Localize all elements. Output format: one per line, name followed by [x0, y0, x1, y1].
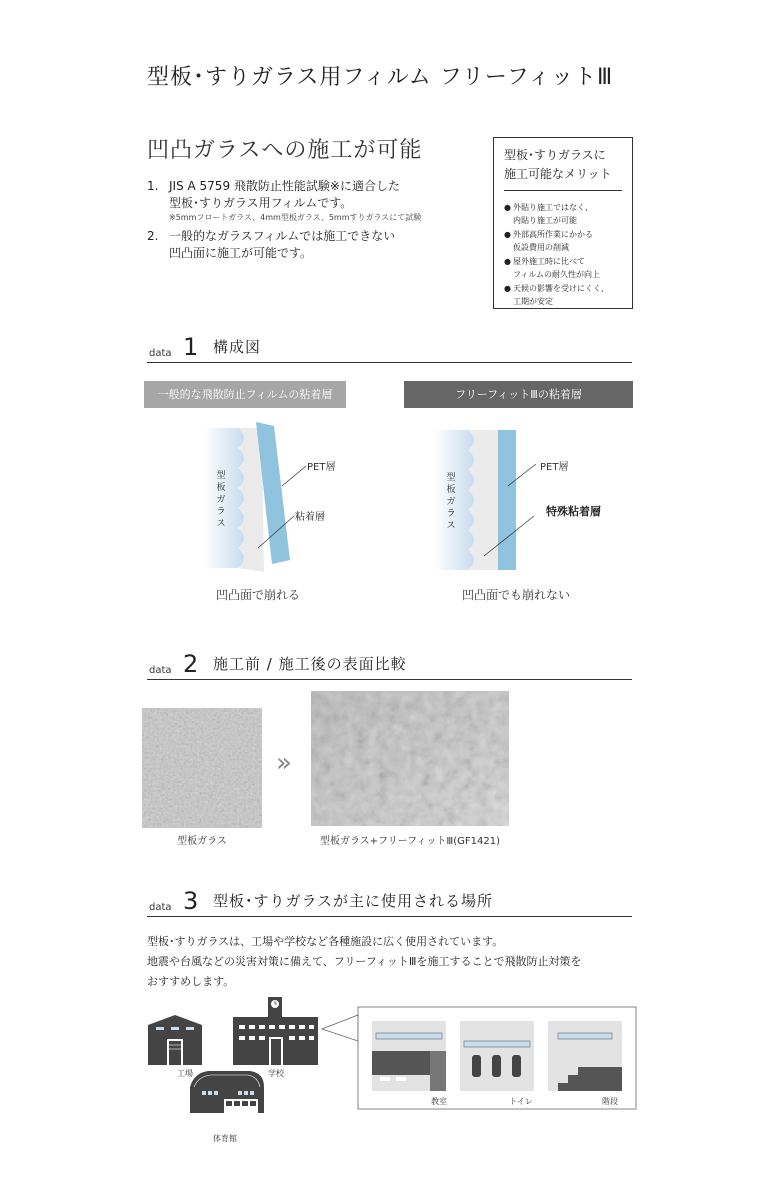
glass-label: 板 — [446, 485, 456, 495]
merit-box — [493, 137, 633, 309]
classroom-scene — [372, 1021, 446, 1091]
glass-label: ス — [216, 519, 226, 529]
intro-list — [147, 178, 477, 266]
section-2-header: data 2 施工前 / 施工後の表面比較 — [147, 653, 632, 680]
gym-label: 体育館 — [213, 1134, 237, 1143]
special-adhesive-label: 特殊粘着層 — [546, 505, 601, 518]
list-item: ● 外部高所作業にかかる 仮設費用の削減 — [504, 230, 593, 252]
before-texture-image — [142, 708, 262, 828]
factory-icon — [148, 1015, 202, 1065]
facility-illustration — [140, 995, 640, 1145]
classroom-label: 教室 — [431, 1097, 447, 1106]
pet-label-left: PET層 — [307, 462, 336, 473]
section-1-header: data 1 構成図 — [147, 336, 632, 363]
after-texture-image — [311, 691, 509, 826]
list-item: 2. 一般的なガラスフィルムでは施工できない 凹凸面に施工が可能です。 — [147, 229, 396, 260]
merit-title: 型板･すりガラスに 施工可能なメリット — [504, 146, 622, 191]
glass-label: ラ — [446, 509, 456, 519]
glass-label: 型 — [446, 473, 456, 483]
toilet-label: トイレ — [509, 1097, 533, 1106]
school-icon — [233, 997, 318, 1065]
merit-list — [504, 201, 622, 308]
pet-shape — [498, 430, 516, 570]
callout-pointer — [322, 1015, 358, 1041]
glass-label: ス — [446, 521, 456, 531]
list-item: ● 天候の影響を受けにくく、 工期が安定 — [504, 284, 609, 306]
glass-label: 板 — [216, 483, 226, 493]
stairs-scene — [548, 1021, 622, 1091]
tag-normal-film: 一般的な飛散防止フィルムの粘着層 — [144, 381, 346, 408]
after-caption: 型板ガラス+フリーフィットⅢ(GF1421) — [319, 836, 501, 847]
tag-freefit: フリーフィットⅢの粘着層 — [404, 381, 633, 408]
caption-normal: 凹凸面で崩れる — [215, 588, 300, 602]
glass-label: ラ — [216, 507, 226, 517]
section-3-paragraph: 型板･すりガラスは、工場や学校など各種施設に広く使用されています。 地震や台風などの災害対策に備えて、フリーフィットⅢを施工することで飛散防止対策を おすすめします。 — [147, 935, 582, 988]
section-3-header: data 3 型板･すりガラスが主に使用される場所 — [147, 890, 632, 917]
stairs-label: 階段 — [602, 1097, 618, 1106]
list-item: 1. JIS A 5759 飛散防止性能試験※に適合した 型板･すりガラス用フィルムです。 ※5mmフロートガラス、4mm型板ガラス、5mmすりガラスにて試験 — [147, 179, 422, 222]
before-caption: 型板ガラス — [177, 836, 227, 847]
diagram-freefit — [428, 420, 588, 580]
toilet-scene — [460, 1021, 534, 1091]
intro-heading: 凹凸ガラスへの施工が可能 — [147, 138, 423, 163]
glass-label: ガ — [216, 495, 226, 505]
list-item: ● 屋外施工時に比べて フィルムの耐久性が向上 — [504, 257, 601, 279]
factory-label: 工場 — [177, 1069, 193, 1078]
test-note: ※5mmフロートガラス、4mm型板ガラス、5mmすりガラスにて試験 — [169, 213, 422, 222]
caption-freefit: 凹凸面でも崩れない — [461, 588, 570, 602]
page-title: 型板･すりガラス用フィルム フリーフィットⅢ — [147, 65, 614, 90]
arrow-icon: » — [276, 748, 292, 778]
adhesive-label: 粘着層 — [295, 512, 325, 523]
school-label: 学校 — [268, 1069, 284, 1078]
leader-line — [282, 466, 306, 486]
diagram-normal-film — [198, 420, 358, 580]
glass-label: 型 — [216, 471, 226, 481]
glass-label: ガ — [446, 497, 456, 507]
pet-label-right: PET層 — [540, 462, 569, 473]
list-item: ● 外貼り施工ではなく、 内貼り施工が可能 — [504, 203, 593, 225]
